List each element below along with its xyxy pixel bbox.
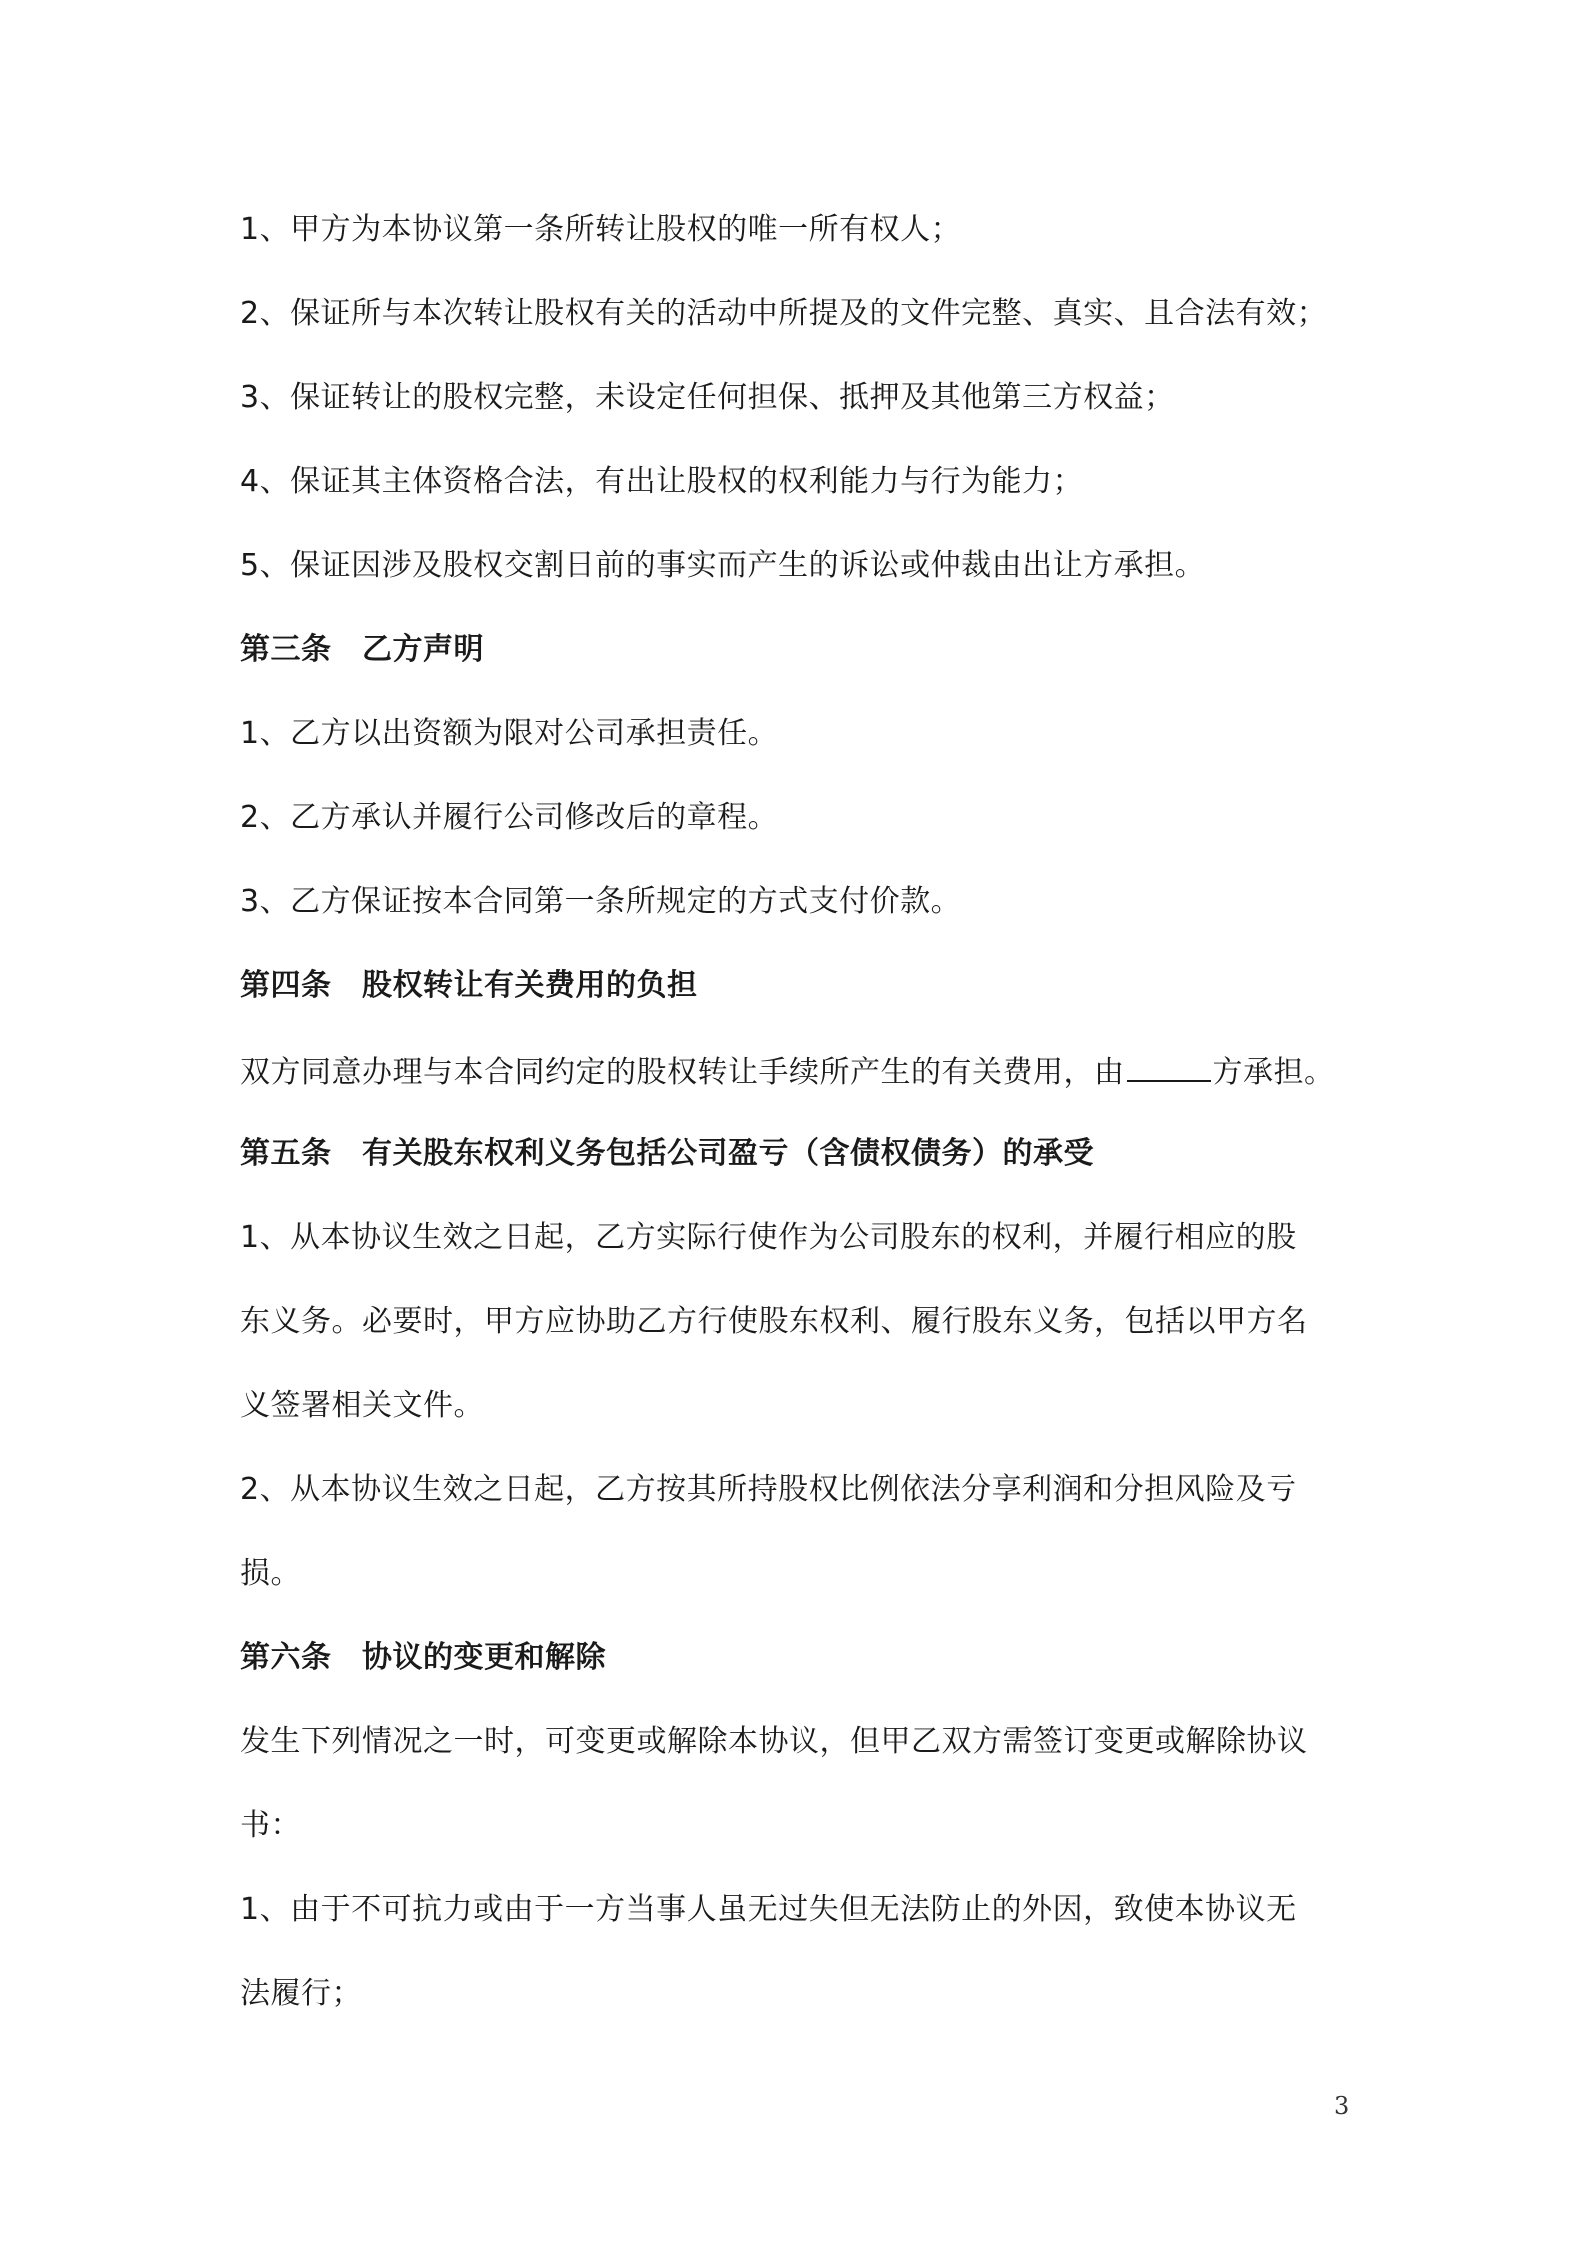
paragraph-line: 发生下列情况之一时，可变更或解除本协议，但甲乙双方需签订变更或解除协议	[240, 1724, 1308, 1759]
clause-item: 5、保证因涉及股权交割日前的事实而产生的诉讼或仲裁由出让方承担。	[240, 548, 1206, 583]
paragraph-line: 义签署相关文件。	[240, 1388, 484, 1423]
paragraph-line: 2、从本协议生效之日起，乙方按其所持股权比例依法分享利润和分担风险及亏	[240, 1472, 1297, 1507]
paragraph-line	[240, 1050, 1380, 1093]
article-heading: 第四条 股权转让有关费用的负担	[240, 968, 698, 1003]
fill-in-blank	[1127, 1050, 1211, 1082]
clause-item: 4、保证其主体资格合法，有出让股权的权利能力与行为能力；	[240, 464, 1084, 499]
clause-item: 1、乙方以出资额为限对公司承担责任。	[240, 716, 779, 751]
paragraph-line: 损。	[240, 1556, 301, 1591]
clause-item: 2、保证所与本次转让股权有关的活动中所提及的文件完整、真实、且合法有效；	[240, 296, 1328, 331]
clause-item: 2、乙方承认并履行公司修改后的章程。	[240, 800, 779, 835]
page-number: 3	[1334, 2092, 1350, 2120]
paragraph-line: 法履行；	[240, 1976, 362, 2011]
clause-item: 3、保证转让的股权完整，未设定任何担保、抵押及其他第三方权益；	[240, 380, 1175, 415]
paragraph-line: 1、从本协议生效之日起，乙方实际行使作为公司股东的权利，并履行相应的股	[240, 1220, 1297, 1255]
clause-item: 3、乙方保证按本合同第一条所规定的方式支付价款。	[240, 884, 962, 919]
clause-item: 1、甲方为本协议第一条所转让股权的唯一所有权人；	[240, 212, 962, 247]
paragraph-line: 东义务。必要时，甲方应协助乙方行使股东权利、履行股东义务，包括以甲方名	[240, 1304, 1308, 1339]
paragraph-line: 1、由于不可抗力或由于一方当事人虽无过失但无法防止的外因，致使本协议无	[240, 1892, 1297, 1927]
paragraph-text: 方承担。	[1212, 1055, 1335, 1090]
article-heading: 第三条 乙方声明	[240, 632, 484, 667]
paragraph-text: 双方同意办理与本合同约定的股权转让手续所产生的有关费用，由	[240, 1055, 1125, 1090]
article-heading: 第六条 协议的变更和解除	[240, 1640, 606, 1675]
article-heading: 第五条 有关股东权利义务包括公司盈亏（含债权债务）的承受	[240, 1136, 1094, 1171]
paragraph-line: 书：	[240, 1808, 301, 1843]
